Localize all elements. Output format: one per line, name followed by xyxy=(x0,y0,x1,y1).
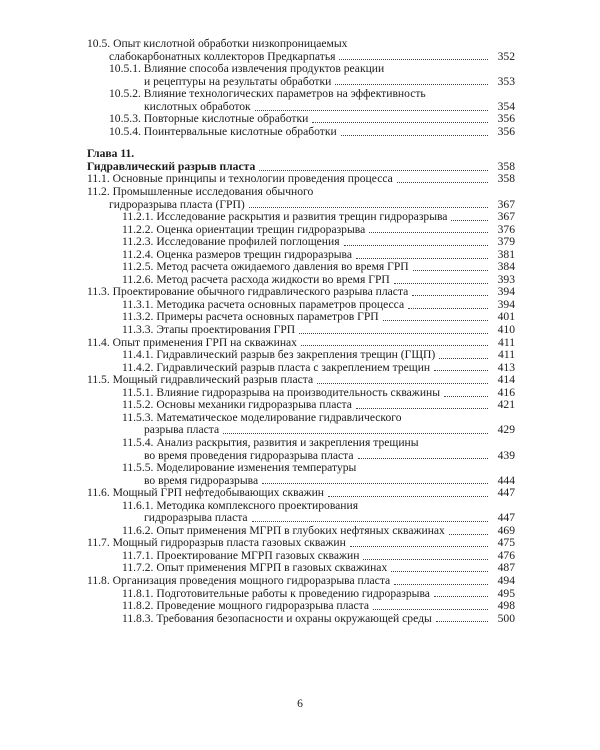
toc-entry-11-2-3: 11.2.3. Исследование профилей поглощения 379 xyxy=(122,235,515,249)
leader-dots xyxy=(408,308,488,309)
toc-entry-10-5-cont: слабокарбонатных коллекторов Предкарпатья 352 xyxy=(109,49,515,63)
leader-dots xyxy=(301,345,488,346)
toc-entry-11-8-1: 11.8.1. Подготовительные работы к проведению гидроразрыва 495 xyxy=(122,586,515,600)
toc-entry-11-5: 11.5. Мощный гидравлический разрыв пласта 414 xyxy=(87,373,515,387)
table-of-contents xyxy=(87,38,515,625)
leader-dots xyxy=(391,571,488,572)
leader-dots xyxy=(341,135,488,136)
leader-dots xyxy=(363,559,488,560)
toc-entry-11-3-3: 11.3.3. Этапы проектирования ГРП 410 xyxy=(122,323,515,337)
leader-dots xyxy=(397,182,488,183)
toc-page-number: 421 xyxy=(497,398,515,412)
leader-dots xyxy=(249,207,488,208)
toc-page-number: 381 xyxy=(497,247,515,261)
toc-page-number: 416 xyxy=(497,385,515,399)
toc-page-number: 358 xyxy=(497,172,515,186)
leader-dots xyxy=(451,220,488,221)
leader-dots xyxy=(412,295,488,296)
toc-entry-10-5-1-cont: и рецептуры на результаты обработки 353 xyxy=(144,74,515,88)
toc-entry-10-5-3: 10.5.3. Повторные кислотные обработки 356 xyxy=(109,112,515,126)
leader-dots xyxy=(373,609,488,610)
toc-entry-11-3: 11.3. Проектирование обычного гидравлического разрыва пласта 394 xyxy=(87,285,515,299)
toc-page-number: 352 xyxy=(497,49,515,63)
toc-page-number: 393 xyxy=(497,272,515,286)
toc-page-number: 476 xyxy=(497,548,515,562)
toc-items xyxy=(87,173,515,625)
toc-entry-11-6-1-cont: гидроразрыва пласта 447 xyxy=(144,511,515,525)
leader-dots xyxy=(449,534,488,535)
toc-entry-11-5-5-cont: во время гидроразрыва 444 xyxy=(144,473,515,487)
toc-page-number: 469 xyxy=(497,523,515,537)
toc-page-number: 495 xyxy=(497,586,515,600)
leader-dots xyxy=(444,396,488,397)
leader-dots xyxy=(358,458,488,459)
toc-entry-11-4-1: 11.4.1. Гидравлический разрыв без закрепления трещин (ГЩП) 411 xyxy=(122,348,515,362)
toc-entry-10-5-2-cont: кислотных обработок 354 xyxy=(144,99,515,113)
toc-page-number: 384 xyxy=(497,260,515,274)
leader-dots xyxy=(434,370,488,371)
leader-dots xyxy=(394,283,488,284)
toc-page-number: 439 xyxy=(497,448,515,462)
toc-entry-11-7: 11.7. Мощный гидроразрыв пласта газовых скважин 475 xyxy=(87,536,515,550)
toc-page-number: 429 xyxy=(497,423,515,437)
toc-entry-11-4: 11.4. Опыт применения ГРП на скважинах 411 xyxy=(87,335,515,349)
toc-page-number: 376 xyxy=(497,222,515,236)
toc-entry-11-2-1: 11.2.1. Исследование раскрытия и развития трещин гидроразрыва 367 xyxy=(122,210,515,224)
toc-page-number: 500 xyxy=(497,611,515,625)
toc-page-number: 447 xyxy=(497,511,515,525)
toc-entry-11-6: 11.6. Мощный ГРП нефтедобывающих скважин 447 xyxy=(87,486,515,500)
toc-entry-11-5-2: 11.5.2. Основы механики гидроразрыва пласта 421 xyxy=(122,398,515,412)
toc-entry-10-5-2: 10.5.2. Влияние технологических параметров на эффективность xyxy=(109,87,426,101)
toc-page-number: 444 xyxy=(497,473,515,487)
toc-entry-11-2-cont: гидроразрыва пласта (ГРП) 367 xyxy=(109,197,515,211)
toc-entry-10-5: 10.5. Опыт кислотной обработки низкопроницаемых xyxy=(87,37,348,50)
toc-entry-11-4-2: 11.4.2. Гидравлический разрыв пласта с закреплением трещин 413 xyxy=(122,360,515,374)
toc-entry-11-2-5: 11.2.5. Метод расчета ожидаемого давления во время ГРП 384 xyxy=(122,260,515,274)
toc-page-number: 353 xyxy=(497,74,515,88)
toc-page-number: 354 xyxy=(497,99,515,113)
leader-dots xyxy=(356,408,488,409)
toc-page-number: 401 xyxy=(497,310,515,324)
toc-entry-10-5-1: 10.5.1. Влияние способа извлечения продуктов реакции xyxy=(109,62,385,76)
toc-entry-11-8: 11.8. Организация проведения мощного гидроразрыва пласта 494 xyxy=(87,573,515,587)
toc-entry-10-5-4: 10.5.4. Поинтервальные кислотные обработки 356 xyxy=(109,124,515,138)
toc-entry-11-6-1: 11.6.1. Методика комплексного проектирования xyxy=(122,498,359,512)
spacer xyxy=(87,138,515,148)
toc-page-number: 358 xyxy=(497,159,515,173)
toc-page-number: 494 xyxy=(497,573,515,587)
leader-dots xyxy=(312,122,488,123)
toc-entry-11-3-2: 11.3.2. Примеры расчета основных параметров ГРП 401 xyxy=(122,310,515,324)
toc-entry-11-2: 11.2. Промышленные исследования обычного xyxy=(87,185,314,199)
toc-entry-11-8-2: 11.8.2. Проведение мощного гидроразрыва пласта 498 xyxy=(122,599,515,613)
toc-page-number: 414 xyxy=(497,373,515,387)
leader-dots xyxy=(259,170,488,171)
toc-entry-11-3-1: 11.3.1. Методика расчета основных параметров процесса 394 xyxy=(122,297,515,311)
toc-page-number: 356 xyxy=(497,112,515,126)
toc-entry-11-6-2: 11.6.2. Опыт применения МГРП в глубоких нефтяных скважинах 469 xyxy=(122,523,515,537)
toc-page-number: 413 xyxy=(497,360,515,374)
toc-page-number: 498 xyxy=(497,599,515,613)
leader-dots xyxy=(394,584,488,585)
toc-entry-11-1: 11.1. Основные принципы и технологии проведения процесса 358 xyxy=(87,172,515,186)
toc-entry-11-5-3: 11.5.3. Математическое моделирование гидравлического xyxy=(122,410,402,424)
leader-dots xyxy=(299,333,488,334)
leader-dots xyxy=(350,546,488,547)
toc-page-number: 394 xyxy=(497,285,515,299)
toc-page-number: 356 xyxy=(497,124,515,138)
leader-dots xyxy=(262,483,488,484)
leader-dots xyxy=(328,496,488,497)
leader-dots xyxy=(223,433,488,434)
leader-dots xyxy=(255,110,488,111)
toc-entry-11-5-5: 11.5.5. Моделирование изменения температуры xyxy=(122,461,357,475)
toc-page-number: 410 xyxy=(497,323,515,337)
toc-page-number: 367 xyxy=(497,197,515,211)
leader-dots xyxy=(436,621,488,622)
toc-entry-11-5-1: 11.5.1. Влияние гидроразрыва на производительность скважины 416 xyxy=(122,385,515,399)
leader-dots xyxy=(413,270,488,271)
leader-dots xyxy=(335,84,488,85)
leader-dots xyxy=(369,232,488,233)
toc-page-number: 487 xyxy=(497,561,515,575)
toc-page-number: 394 xyxy=(497,297,515,311)
page-number: 6 xyxy=(297,697,303,710)
toc-entry-11-5-4: 11.5.4. Анализ раскрытия, развития и закрепления трещины xyxy=(122,435,419,449)
toc-entry-11-8-3: 11.8.3. Требования безопасности и охраны окружающей среды 500 xyxy=(122,611,515,625)
chapter-title: Гидравлический разрыв пласта 358 xyxy=(87,159,515,173)
toc-entry-11-7-2: 11.7.2. Опыт применения МГРП в газовых скважинах 487 xyxy=(122,561,515,575)
toc-page-number: 411 xyxy=(498,335,515,349)
leader-dots xyxy=(439,358,488,359)
toc-page-number: 411 xyxy=(498,348,515,362)
leader-dots xyxy=(252,521,488,522)
leader-dots xyxy=(434,596,488,597)
toc-page-number: 447 xyxy=(497,486,515,500)
chapter-label: Глава 11. xyxy=(87,147,135,161)
leader-dots xyxy=(383,320,488,321)
toc-entry-11-5-3-cont: разрыва пласта 429 xyxy=(144,423,515,437)
leader-dots xyxy=(339,59,488,60)
toc-entry-11-7-1: 11.7.1. Проектирование МГРП газовых скважин 476 xyxy=(122,548,515,562)
toc-page-number: 475 xyxy=(497,536,515,550)
leader-dots xyxy=(344,245,488,246)
toc-entry-11-5-4-cont: во время проведения гидроразрыва пласта 439 xyxy=(144,448,515,462)
leader-dots xyxy=(317,383,488,384)
toc-page-number: 367 xyxy=(497,210,515,224)
leader-dots xyxy=(356,258,488,259)
toc-entry-11-2-6: 11.2.6. Метод расчета расхода жидкости во время ГРП 393 xyxy=(122,272,515,286)
toc-entry-11-2-4: 11.2.4. Оценка размеров трещин гидроразрыва 381 xyxy=(122,247,515,261)
toc-page-number: 379 xyxy=(497,235,515,249)
toc-entry-11-2-2: 11.2.2. Оценка ориентации трещин гидроразрыва 376 xyxy=(122,222,515,236)
